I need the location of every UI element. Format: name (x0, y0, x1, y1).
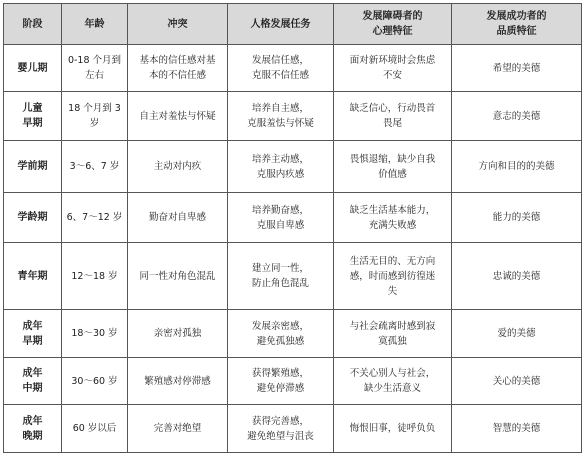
quality-cell: 关心的美德 (452, 358, 582, 405)
conflict-cell: 亲密对孤独 (128, 310, 228, 358)
header-conflict: 冲突 (128, 4, 228, 45)
stage-cell: 婴儿期 (4, 45, 62, 92)
age-cell: 0-18 个月到 左右 (62, 45, 128, 92)
header-task: 人格发展任务 (228, 4, 334, 45)
age-cell: 18 个月到 3 岁 (62, 92, 128, 141)
stage-cell: 成年 中期 (4, 358, 62, 405)
stage-cell: 青年期 (4, 243, 62, 310)
obstacle-cell: 缺乏信心，行动畏首 畏尾 (334, 92, 452, 141)
table-row (4, 141, 582, 193)
conflict-cell: 主动对内疚 (128, 141, 228, 193)
age-cell: 3～6、7 岁 (62, 141, 128, 193)
header-stage: 阶段 (4, 4, 62, 45)
age-cell: 30～60 岁 (62, 358, 128, 405)
table-row (4, 193, 582, 243)
task-cell: 获得繁殖感， 避免停滞感 (228, 358, 334, 405)
obstacle-cell: 缺乏生活基本能力， 充满失败感 (334, 193, 452, 243)
stage-cell: 学龄期 (4, 193, 62, 243)
header-obstacle: 发展障碍者的 心理特征 (334, 4, 452, 45)
obstacle-cell: 悔恨旧事，徒呼负负 (334, 405, 452, 453)
stage-cell: 学前期 (4, 141, 62, 193)
stage-cell: 儿童 早期 (4, 92, 62, 141)
table-row (4, 358, 582, 405)
conflict-cell: 勤奋对自卑感 (128, 193, 228, 243)
table-row (4, 243, 582, 310)
task-cell: 建立同一性， 防止角色混乱 (228, 243, 334, 310)
task-cell: 获得完善感， 避免绝望与沮丧 (228, 405, 334, 453)
quality-cell: 忠诚的美德 (452, 243, 582, 310)
conflict-cell: 自主对羞怯与怀疑 (128, 92, 228, 141)
table-row (4, 310, 582, 358)
header-age: 年龄 (62, 4, 128, 45)
quality-cell: 能力的美德 (452, 193, 582, 243)
age-cell: 12～18 岁 (62, 243, 128, 310)
conflict-cell: 繁殖感对停滞感 (128, 358, 228, 405)
age-cell: 18～30 岁 (62, 310, 128, 358)
obstacle-cell: 不关心别人与社会， 缺少生活意义 (334, 358, 452, 405)
stage-cell: 成年 早期 (4, 310, 62, 358)
conflict-cell: 完善对绝望 (128, 405, 228, 453)
table-row (4, 405, 582, 453)
obstacle-cell: 与社会疏离时感到寂 寞孤独 (334, 310, 452, 358)
task-cell: 培养主动感， 克服内疚感 (228, 141, 334, 193)
obstacle-cell: 生活无目的、无方向 感，时而感到彷徨迷 失 (334, 243, 452, 310)
quality-cell: 爱的美德 (452, 310, 582, 358)
quality-cell: 方向和目的的美德 (452, 141, 582, 193)
age-cell: 6、7～12 岁 (62, 193, 128, 243)
conflict-cell: 基本的信任感对基 本的不信任感 (128, 45, 228, 92)
header-row (4, 4, 582, 45)
table-wrapper (3, 3, 582, 453)
conflict-cell: 同一性对角色混乱 (128, 243, 228, 310)
table-row (4, 92, 582, 141)
table-row (4, 45, 582, 92)
task-cell: 发展信任感， 克服不信任感 (228, 45, 334, 92)
quality-cell: 希望的美德 (452, 45, 582, 92)
quality-cell: 智慧的美德 (452, 405, 582, 453)
header-quality: 发展成功者的 品质特征 (452, 4, 582, 45)
task-cell: 培养自主感， 克服羞怯与怀疑 (228, 92, 334, 141)
task-cell: 发展亲密感， 避免孤独感 (228, 310, 334, 358)
task-cell: 培养勤奋感， 克服自卑感 (228, 193, 334, 243)
obstacle-cell: 畏惧退缩，缺少自我 价值感 (334, 141, 452, 193)
quality-cell: 意志的美德 (452, 92, 582, 141)
obstacle-cell: 面对新环境时会焦虑 不安 (334, 45, 452, 92)
erikson-stages-table (3, 3, 582, 453)
stage-cell: 成年 晚期 (4, 405, 62, 453)
age-cell: 60 岁以后 (62, 405, 128, 453)
